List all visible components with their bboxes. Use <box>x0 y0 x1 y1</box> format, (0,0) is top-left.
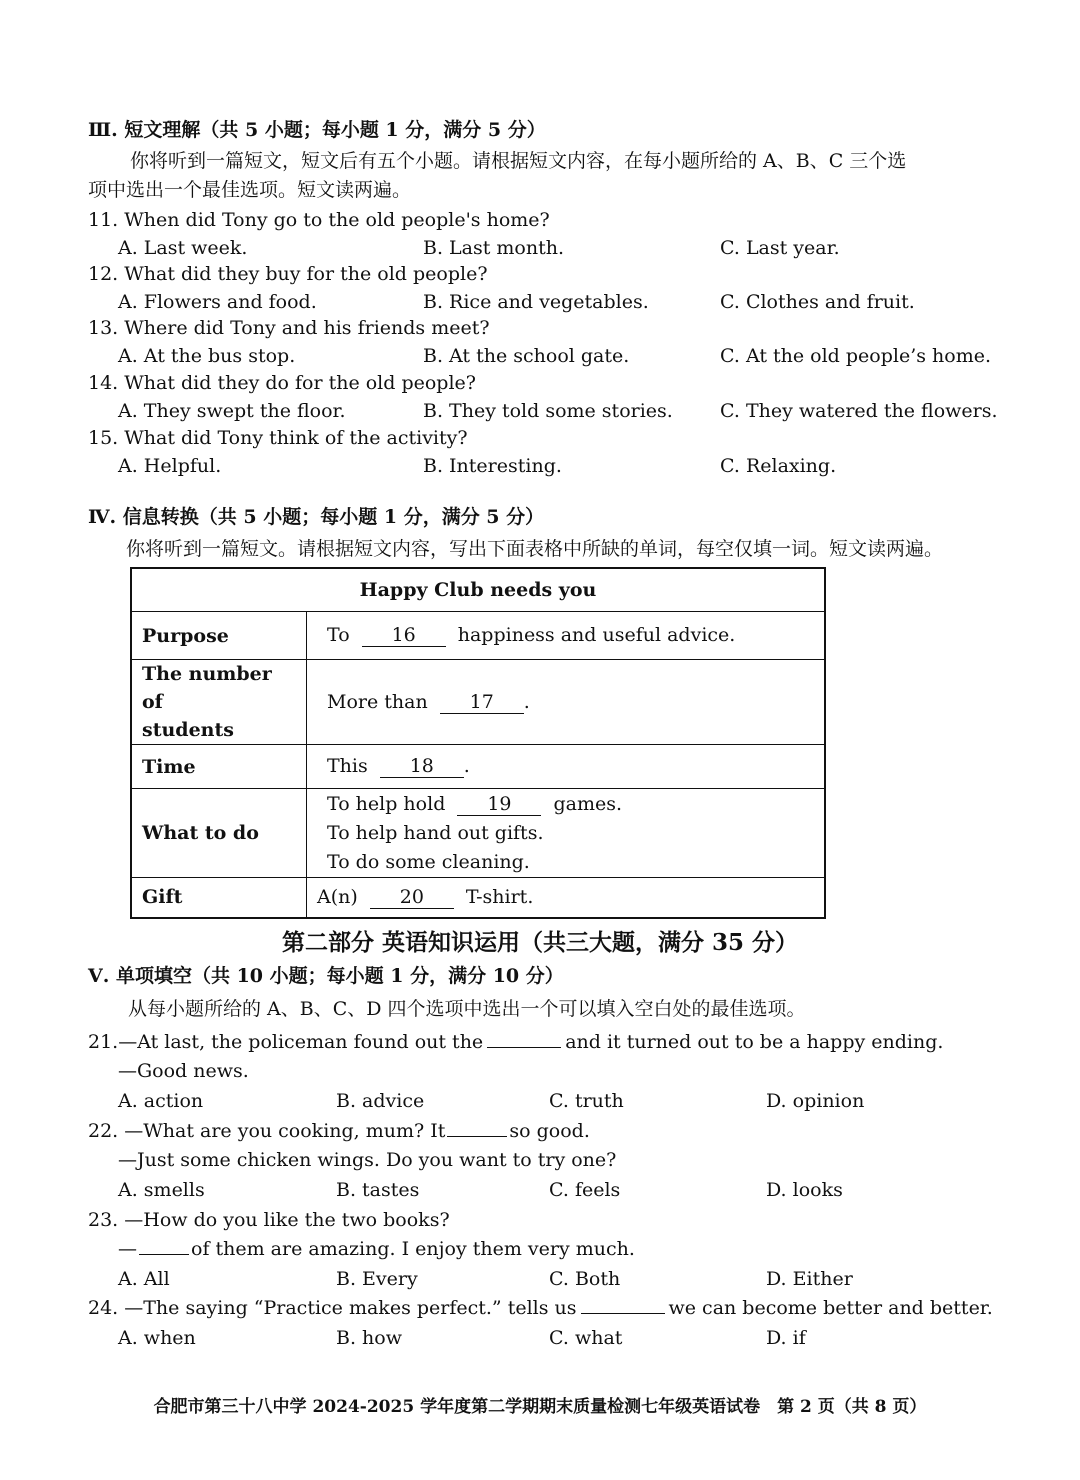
gift-label: Gift <box>131 878 307 918</box>
time-pre: This <box>327 755 368 777</box>
q22-blank <box>447 1136 507 1137</box>
q22-reply: —Just some chicken wings. Do you want to try one? <box>118 1149 617 1171</box>
question-11: 11. When did Tony go to the old people's home? <box>88 209 550 231</box>
q23-option-d: D. Either <box>766 1268 853 1290</box>
q23-blank <box>139 1254 189 1255</box>
question-21 <box>88 1029 943 1055</box>
q21-text-b: and it turned out to be a happy ending. <box>565 1031 944 1053</box>
blank-20: 20 <box>370 886 454 909</box>
question-15: 15. What did Tony think of the activity? <box>88 427 468 449</box>
todo-label: What to do <box>131 789 307 878</box>
q11-option-b: B. Last month. <box>423 237 565 259</box>
question-23: 23. —How do you like the two books? <box>88 1209 450 1231</box>
table-row-time <box>131 745 825 789</box>
number-label-line-2: students <box>142 719 234 741</box>
page-footer: 合肥市第三十八中学 2024-2025 学年度第二学期期末质量检测七年级英语试卷 第 2 页（共 8 页） <box>153 1397 927 1417</box>
q23-reply <box>118 1236 635 1262</box>
q22-text-b: so good. <box>509 1120 590 1142</box>
q24-blank <box>581 1313 665 1314</box>
table-row-gift <box>131 878 825 918</box>
question-13: 13. Where did Tony and his friends meet? <box>88 317 490 339</box>
q21-option-d: D. opinion <box>766 1090 865 1112</box>
gift-pre: A(n) <box>317 885 358 908</box>
info-table <box>130 567 826 919</box>
number-pre: More than <box>327 690 428 713</box>
table-caption: Happy Club needs you <box>131 568 825 612</box>
blank-17: 17 <box>440 691 524 714</box>
purpose-post: happiness and useful advice. <box>457 624 736 646</box>
q11-option-a: A. Last week. <box>118 237 248 259</box>
q22-text-a: 22. —What are you cooking, mum? It <box>88 1120 446 1142</box>
purpose-value <box>307 612 826 660</box>
q22-option-d: D. looks <box>766 1179 843 1201</box>
part-2-title: 第二部分 英语知识运用（共三大题，满分 35 分） <box>281 929 799 956</box>
question-24 <box>88 1295 993 1321</box>
time-value <box>307 745 826 789</box>
number-label <box>131 660 307 745</box>
section-5-heading: Ⅴ. 单项填空（共 10 小题；每小题 1 分，满分 10 分） <box>88 965 564 987</box>
q24-option-d: D. if <box>766 1327 806 1349</box>
table-row-number <box>131 660 825 745</box>
q12-option-a: A. Flowers and food. <box>118 291 317 313</box>
section-5-instruction: 从每小题所给的 A、B、C、D 四个选项中选出一个可以填入空白处的最佳选项。 <box>128 998 806 1020</box>
q21-option-c: C. truth <box>549 1090 624 1112</box>
q14-option-b: B. They told some stories. <box>423 400 673 422</box>
q14-option-a: A. They swept the floor. <box>118 400 346 422</box>
section-3-instruction-cont: 项中选出一个最佳选项。短文读两遍。 <box>88 179 412 201</box>
todo-3: To do some cleaning. <box>327 850 530 873</box>
table-row-todo <box>131 789 825 878</box>
todo-1-pre: To help hold <box>327 792 446 815</box>
q24-option-b: B. how <box>336 1327 402 1349</box>
todo-2: To help hand out gifts. <box>327 821 544 844</box>
q21-option-a: A. action <box>118 1090 204 1112</box>
blank-16: 16 <box>362 624 446 647</box>
gift-post: T-shirt. <box>465 885 534 908</box>
q24-text-a: 24. —The saying “Practice makes perfect.” tells us <box>88 1297 577 1319</box>
q24-option-c: C. what <box>549 1327 623 1349</box>
question-14: 14. What did they do for the old people? <box>88 372 476 394</box>
section-4-heading: Ⅳ. 信息转换（共 5 小题；每小题 1 分，满分 5 分） <box>88 506 545 528</box>
section-4-instruction: 你将听到一篇短文。请根据短文内容，写出下面表格中所缺的单词，每空仅填一词。短文读两遍。 <box>126 538 944 560</box>
q23-text-b: of them are amazing. I enjoy them very much. <box>191 1238 635 1260</box>
q15-option-c: C. Relaxing. <box>720 455 837 477</box>
number-post: . <box>523 690 530 713</box>
q14-option-c: C. They watered the flowers. <box>720 400 998 422</box>
q21-option-b: B. advice <box>336 1090 425 1112</box>
q23-option-c: C. Both <box>549 1268 621 1290</box>
q13-option-a: A. At the bus stop. <box>118 345 296 367</box>
purpose-pre: To <box>327 624 350 646</box>
blank-18: 18 <box>380 755 464 778</box>
q24-option-a: A. when <box>118 1327 196 1349</box>
number-label-line-1: The number of <box>142 663 272 713</box>
todo-1-post: games. <box>553 792 622 815</box>
q21-text-a: 21.—At last, the policeman found out the <box>88 1031 484 1053</box>
section-3-heading: Ⅲ. 短文理解（共 5 小题；每小题 1 分，满分 5 分） <box>88 119 546 141</box>
q12-option-c: C. Clothes and fruit. <box>720 291 915 313</box>
purpose-label: Purpose <box>131 612 307 660</box>
q21-blank <box>487 1047 561 1048</box>
time-post: . <box>463 755 470 777</box>
q23-option-a: A. All <box>118 1268 170 1290</box>
table-row-purpose <box>131 612 825 660</box>
q22-option-b: B. tastes <box>336 1179 420 1201</box>
q22-option-c: C. feels <box>549 1179 621 1201</box>
time-label: Time <box>131 745 307 789</box>
q15-option-b: B. Interesting. <box>423 455 562 477</box>
section-3-instruction: 你将听到一篇短文，短文后有五个小题。请根据短文内容，在每小题所给的 A、B、C 三个选 <box>130 150 907 172</box>
q24-text-b: we can become better and better. <box>668 1297 993 1319</box>
q15-option-a: A. Helpful. <box>118 455 222 477</box>
q13-option-b: B. At the school gate. <box>423 345 630 367</box>
q22-option-a: A. smells <box>118 1179 205 1201</box>
q23-option-b: B. Every <box>336 1268 418 1290</box>
todo-value <box>307 789 826 878</box>
q11-option-c: C. Last year. <box>720 237 840 259</box>
q23-text-a: — <box>118 1238 137 1260</box>
question-12: 12. What did they buy for the old people? <box>88 263 488 285</box>
number-value <box>307 660 826 745</box>
question-22 <box>88 1118 590 1144</box>
q13-option-c: C. At the old people’s home. <box>720 345 992 367</box>
q21-reply: —Good news. <box>118 1060 249 1082</box>
q12-option-b: B. Rice and vegetables. <box>423 291 649 313</box>
gift-value <box>307 878 826 918</box>
blank-19: 19 <box>457 793 541 816</box>
